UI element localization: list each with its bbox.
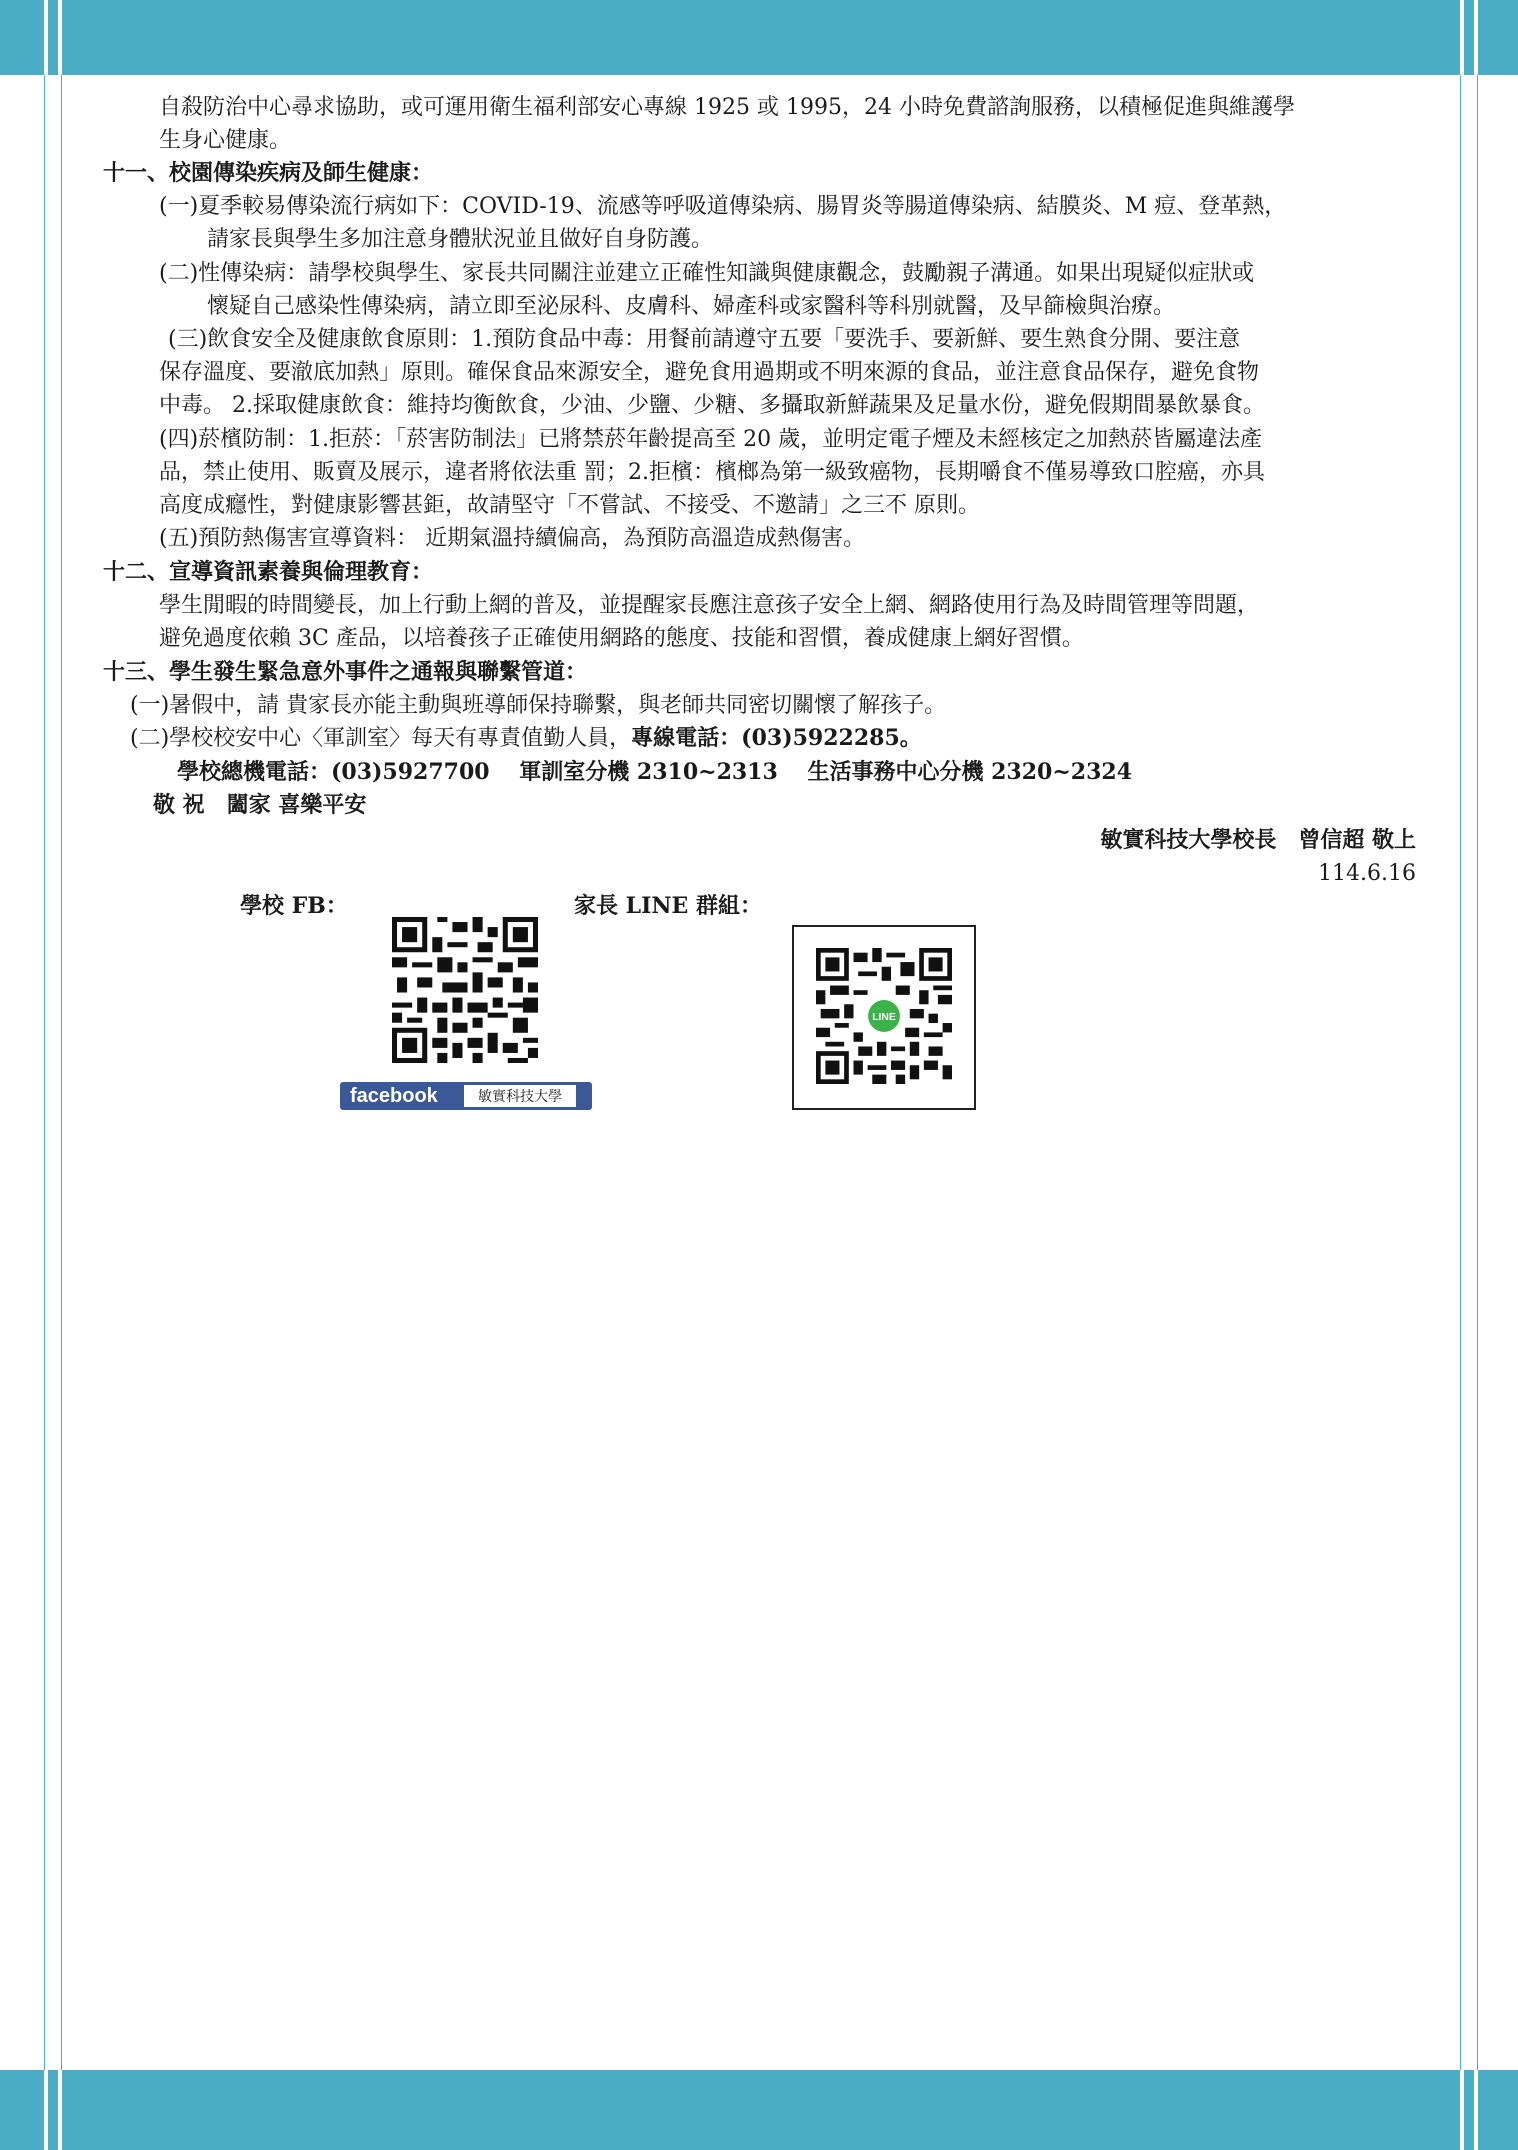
paragraph-line: 自殺防治中心尋求協助，或可運用衛生福利部安心專線 1925 或 1995，24 小時免費諮詢服務，以積極促進與維護學 bbox=[159, 95, 1295, 120]
phone-numbers: 學校總機電話：(03)5927700 軍訓室分機 2310~2313 生活事務中心分機 2320~2324 bbox=[177, 759, 1133, 785]
paragraph-line: (一)夏季較易傳染流行病如下：COVID-19、流感等呼吸道傳染病、腸胃炎等腸道傳染病、結膜炎、M 痘、登革熱， bbox=[159, 194, 1287, 219]
paragraph-line: (一)暑假中，請 貴家長亦能主動與班導師保持聯繫，與老師共同密切關懷了解孩子。 bbox=[130, 693, 947, 718]
facebook-page-name: 敏實科技大學 bbox=[464, 1085, 576, 1107]
paragraph-line: (五)預防熱傷害宣導資料： 近期氣溫持續偏高，為預防高溫造成熱傷害。 bbox=[159, 526, 866, 551]
paragraph-line: (二)性傳染病：請學校與學生、家長共同關注並建立正確性知識與健康觀念，鼓勵親子溝通。如果出現疑似症狀或 bbox=[159, 261, 1255, 286]
paragraph-line: 學生閒暇的時間變長，加上行動上網的普及，並提醒家長應注意孩子安全上網、網路使用行為及時間管理等問題， bbox=[159, 593, 1260, 618]
letter-date: 114.6.16 bbox=[1318, 861, 1416, 886]
greeting: 敬 祝 闔家 喜樂平安 bbox=[153, 792, 367, 818]
paragraph-line: 生身心健康。 bbox=[159, 128, 292, 153]
page-rule bbox=[1460, 75, 1461, 2070]
paragraph-line: 中毒。 2.採取健康飲食：維持均衡飲食，少油、少鹽、少糖、多攝取新鮮蔬果及足量水份，避免假期間暴飲暴食。 bbox=[159, 393, 1265, 418]
facebook-logo-text: facebook bbox=[350, 1084, 438, 1107]
page-rule bbox=[61, 75, 62, 2070]
paragraph-text: (二)學校校安中心〈軍訓室〉每天有專責值勤人員， bbox=[130, 726, 632, 751]
paragraph-line bbox=[130, 722, 922, 755]
facebook-qr-code[interactable] bbox=[392, 917, 538, 1063]
hotline-number: 專線電話：(03)5922285。 bbox=[631, 725, 922, 751]
page-rule bbox=[44, 75, 45, 2070]
paragraph-line: (四)菸檳防制：1.拒菸：「菸害防制法」已將禁菸年齡提高至 20 歲，並明定電子煙及未經核定之加熱菸皆屬違法產 bbox=[159, 427, 1263, 452]
paragraph-line: 避免過度依賴 3C 產品，以培養孩子正確使用網路的態度、技能和習慣，養成健康上網好習慣。 bbox=[159, 626, 1084, 651]
facebook-badge[interactable] bbox=[340, 1082, 592, 1110]
section-12-title: 十二、宣導資訊素養與倫理教育： bbox=[103, 559, 434, 585]
line-logo-text: LINE bbox=[872, 1012, 896, 1024]
paragraph-line: 保存溫度、要澈底加熱」原則。確保食品來源安全，避免食用過期或不明來源的食品，並注意食品保存，避免食物 bbox=[159, 360, 1260, 385]
line-qr-code[interactable] bbox=[816, 948, 952, 1084]
paragraph-line: 請家長與學生多加注意身體狀況並且做好自身防護。 bbox=[207, 227, 714, 252]
line-label: 家長 LINE 群組： bbox=[574, 893, 762, 919]
paragraph-line: 懷疑自己感染性傳染病，請立即至泌尿科、皮膚科、婦產科或家醫科等科別就醫，及早篩檢與治療。 bbox=[207, 294, 1176, 319]
section-11-title: 十一、校園傳染疾病及師生健康： bbox=[103, 160, 434, 186]
paragraph-line: 高度成癮性，對健康影響甚鉅，故請堅守「不嘗試、不接受、不邀請」之三不 原則。 bbox=[159, 493, 980, 518]
page-rule bbox=[1477, 75, 1478, 2070]
header-band bbox=[0, 0, 1518, 75]
section-13-title: 十三、學生發生緊急意外事件之通報與聯繫管道： bbox=[103, 659, 588, 685]
paragraph-line: 品，禁止使用、販賣及展示，違者將依法重 罰；2.拒檳：檳榔為第一級致癌物，長期嚼食不僅易導致口腔癌，亦具 bbox=[159, 460, 1265, 485]
paragraph-line: (三)飲食安全及健康飲食原則：1.預防食品中毒：用餐前請遵守五要「要洗手、要新鮮、要生熟食分開、要注意 bbox=[168, 327, 1241, 352]
fb-label: 學校 FB： bbox=[240, 893, 348, 919]
footer-band bbox=[0, 2070, 1518, 2150]
signature: 敏實科技大學校長 曾信超 敬上 bbox=[1100, 827, 1416, 853]
